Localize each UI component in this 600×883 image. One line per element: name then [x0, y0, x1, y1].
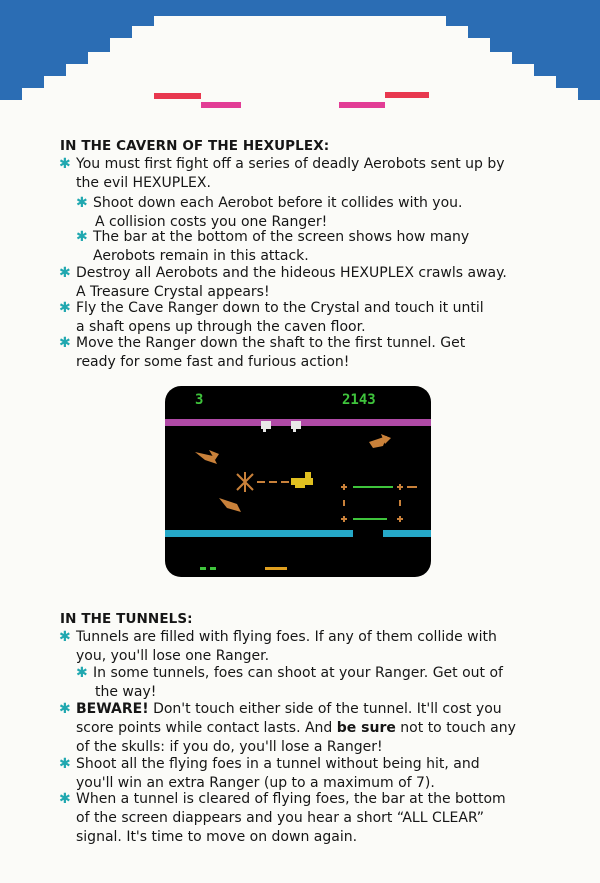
skull-icon [261, 421, 271, 432]
flying-foe-icon [219, 498, 241, 512]
flying-foe-icon [195, 450, 219, 464]
bullet-star-icon: ✱ [59, 791, 71, 807]
list-item: ✱ Tunnels are filled with flying foes. If any of them collide with you, you'll lose one Ranger. [59, 629, 497, 664]
lives-counter: 3 [195, 392, 204, 408]
list-item: ✱ Destroy all Aerobots and the hideous HEXUPLEX crawls away. A Treasure Crystal appears! [59, 265, 507, 300]
lives-indicator [200, 567, 206, 570]
bullet-star-icon: ✱ [59, 629, 71, 645]
list-item: ✱ BEWARE! Don't touch either side of the tunnel. It'll cost you score points while contact lasts. And be sure not to touch any of the skulls: if you do, you'll lose a Ranger! [59, 701, 516, 755]
score-counter: 2143 [342, 392, 376, 408]
list-item: ✱ In some tunnels, foes can shoot at your Ranger. Get out of the way! [76, 665, 503, 700]
laser-beam [257, 481, 289, 483]
bullet-star-icon: ✱ [59, 756, 71, 772]
skull-icon [291, 421, 301, 432]
section-heading-tunnels: IN THE TUNNELS: [60, 611, 193, 627]
list-item: ✱ The bar at the bottom of the screen shows how many Aerobots remain in this attack. [76, 229, 470, 264]
lives-indicator [210, 567, 216, 570]
cave-ranger-ship-icon [291, 472, 313, 488]
foes-remaining-bar [265, 567, 287, 570]
list-item: ✱ Move the Ranger down the shaft to the first tunnel. Get ready for some fast and furious action! [59, 335, 466, 370]
bullet-star-icon: ✱ [59, 701, 71, 717]
tunnel-floor-right [383, 530, 431, 537]
bullet-star-icon: ✱ [59, 265, 71, 281]
game-screenshot [165, 386, 431, 577]
explosion-icon [237, 472, 253, 492]
flying-foe-icon [369, 434, 391, 448]
list-item: ✱ Shoot down each Aerobot before it collides with you. A collision costs you one Ranger! [76, 195, 463, 230]
bullet-star-icon: ✱ [76, 665, 88, 681]
list-item: ✱ When a tunnel is cleared of flying foes, the bar at the bottom of the screen diappears and you hear a short “ALL CLEAR” signal. It's time to move on down again. [59, 791, 506, 845]
bullet-star-icon: ✱ [76, 229, 88, 245]
list-item: ✱ Shoot all the flying foes in a tunnel without being hit, and you'll win an extra Ranger (up to a maximum of 7). [59, 756, 480, 791]
bullet-star-icon: ✱ [76, 195, 88, 211]
bullet-star-icon: ✱ [59, 156, 71, 172]
beware-label: BEWARE! [76, 701, 149, 717]
be-sure-emphasis: be sure [336, 720, 396, 736]
game-playfield [165, 386, 431, 577]
list-item: ✱ You must first fight off a series of deadly Aerobots sent up by the evil HEXUPLEX. [59, 156, 505, 191]
tunnel-floor-left [165, 530, 353, 537]
bullet-star-icon: ✱ [59, 335, 71, 351]
bullet-star-icon: ✱ [59, 300, 71, 316]
list-item: ✱ Fly the Cave Ranger down to the Crystal and touch it until a shaft opens up through the caven floor. [59, 300, 484, 335]
section-heading-cavern: IN THE CAVERN OF THE HEXUPLEX: [60, 138, 330, 154]
foe-shot-pattern [341, 484, 417, 522]
